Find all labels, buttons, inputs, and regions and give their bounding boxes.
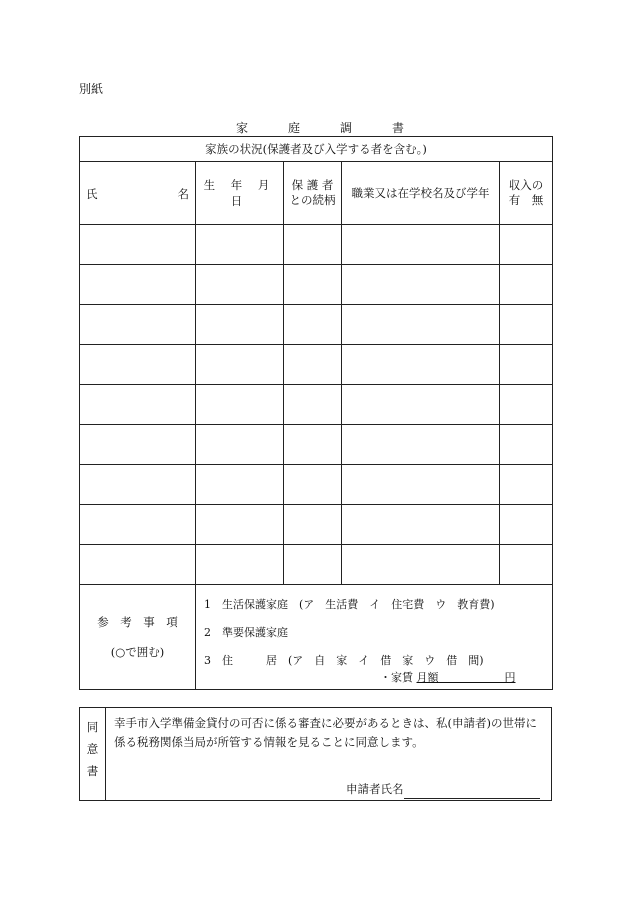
name-cell[interactable] bbox=[80, 385, 196, 425]
income-cell[interactable] bbox=[500, 465, 553, 505]
relation-cell[interactable] bbox=[284, 425, 342, 465]
relation-cell[interactable] bbox=[284, 465, 342, 505]
occupation-cell[interactable] bbox=[342, 265, 500, 305]
title-char: 家 bbox=[236, 121, 249, 135]
family-member-row bbox=[80, 305, 553, 345]
occupation-cell[interactable] bbox=[342, 465, 500, 505]
document-title bbox=[236, 119, 404, 136]
birthdate-cell[interactable] bbox=[196, 425, 284, 465]
name-cell[interactable] bbox=[80, 225, 196, 265]
relation-cell[interactable] bbox=[284, 385, 342, 425]
birthdate-cell[interactable] bbox=[196, 265, 284, 305]
occupation-cell[interactable] bbox=[342, 425, 500, 465]
reference-item-welfare: 1 生活保護家庭 (ア 生活費 イ 住宅費 ウ 教育費) bbox=[204, 598, 495, 611]
title-char: 調 bbox=[340, 121, 353, 135]
relation-cell[interactable] bbox=[284, 345, 342, 385]
family-member-row bbox=[80, 265, 553, 305]
name-cell[interactable] bbox=[80, 465, 196, 505]
family-member-row bbox=[80, 345, 553, 385]
rent-monthly-field[interactable]: 月額 円 bbox=[416, 671, 516, 684]
birthdate-cell[interactable] bbox=[196, 345, 284, 385]
relation-cell[interactable] bbox=[284, 225, 342, 265]
income-cell[interactable] bbox=[500, 265, 553, 305]
consent-label: 同 意 書 bbox=[80, 708, 106, 801]
name-cell[interactable] bbox=[80, 425, 196, 465]
income-cell[interactable] bbox=[500, 505, 553, 545]
family-member-row bbox=[80, 385, 553, 425]
occupation-column-header: 職業又は在学校名及び学年 bbox=[342, 162, 500, 225]
name-cell[interactable] bbox=[80, 345, 196, 385]
name-column-header: 氏 名 bbox=[80, 162, 196, 225]
income-cell[interactable] bbox=[500, 545, 553, 585]
family-member-row bbox=[80, 545, 553, 585]
birthdate-cell[interactable] bbox=[196, 545, 284, 585]
family-member-row bbox=[80, 465, 553, 505]
birthdate-cell[interactable] bbox=[196, 305, 284, 345]
income-cell[interactable] bbox=[500, 385, 553, 425]
reference-label-cell bbox=[80, 585, 196, 690]
family-table-caption: 家族の状況(保護者及び入学する者を含む。) bbox=[80, 137, 553, 162]
name-cell[interactable] bbox=[80, 545, 196, 585]
relation-column-header: 保 護 者 との続柄 bbox=[284, 162, 342, 225]
income-cell[interactable] bbox=[500, 225, 553, 265]
occupation-cell[interactable] bbox=[342, 505, 500, 545]
occupation-cell[interactable] bbox=[342, 225, 500, 265]
applicant-signature-field[interactable]: 申請者氏名 bbox=[346, 780, 540, 799]
income-cell[interactable] bbox=[500, 345, 553, 385]
occupation-cell[interactable] bbox=[342, 545, 500, 585]
income-column-header: 収入の 有 無 bbox=[500, 162, 553, 225]
name-cell[interactable] bbox=[80, 505, 196, 545]
page-label: 別紙 bbox=[79, 82, 104, 96]
birthdate-cell[interactable] bbox=[196, 465, 284, 505]
occupation-cell[interactable] bbox=[342, 305, 500, 345]
relation-cell[interactable] bbox=[284, 305, 342, 345]
birthdate-cell[interactable] bbox=[196, 385, 284, 425]
relation-cell[interactable] bbox=[284, 505, 342, 545]
reference-item-housing: 3 住 居 (ア 自 家 イ 借 家 ウ 借 間) bbox=[204, 654, 484, 667]
family-status-table bbox=[79, 136, 553, 690]
birthdate-column-header: 生 年 月 日 bbox=[196, 162, 284, 225]
occupation-cell[interactable] bbox=[342, 345, 500, 385]
family-member-row bbox=[80, 425, 553, 465]
income-cell[interactable] bbox=[500, 305, 553, 345]
birthdate-cell[interactable] bbox=[196, 505, 284, 545]
reference-items bbox=[196, 585, 553, 690]
relation-cell[interactable] bbox=[284, 265, 342, 305]
consent-table bbox=[79, 707, 552, 801]
reference-note: (○で囲む) bbox=[110, 645, 165, 659]
title-char: 書 bbox=[392, 121, 405, 135]
income-cell[interactable] bbox=[500, 425, 553, 465]
consent-statement: 幸手市入学準備金貸付の可否に係る審査に必要があるときは、私(申請者)の世帯に係る税務関係当局が所管する情報を見ることに同意します。 bbox=[114, 716, 537, 749]
name-cell[interactable] bbox=[80, 265, 196, 305]
family-member-row bbox=[80, 505, 553, 545]
relation-cell[interactable] bbox=[284, 545, 342, 585]
occupation-cell[interactable] bbox=[342, 385, 500, 425]
rent-line: ・家賃 月額 円 bbox=[380, 671, 516, 684]
title-char: 庭 bbox=[288, 121, 301, 135]
name-cell[interactable] bbox=[80, 305, 196, 345]
reference-item-quasi-welfare: 2 準要保護家庭 bbox=[204, 626, 288, 639]
family-member-row bbox=[80, 225, 553, 265]
consent-body bbox=[106, 708, 552, 801]
birthdate-cell[interactable] bbox=[196, 225, 284, 265]
reference-label: 参 考 事 項 bbox=[97, 615, 178, 629]
